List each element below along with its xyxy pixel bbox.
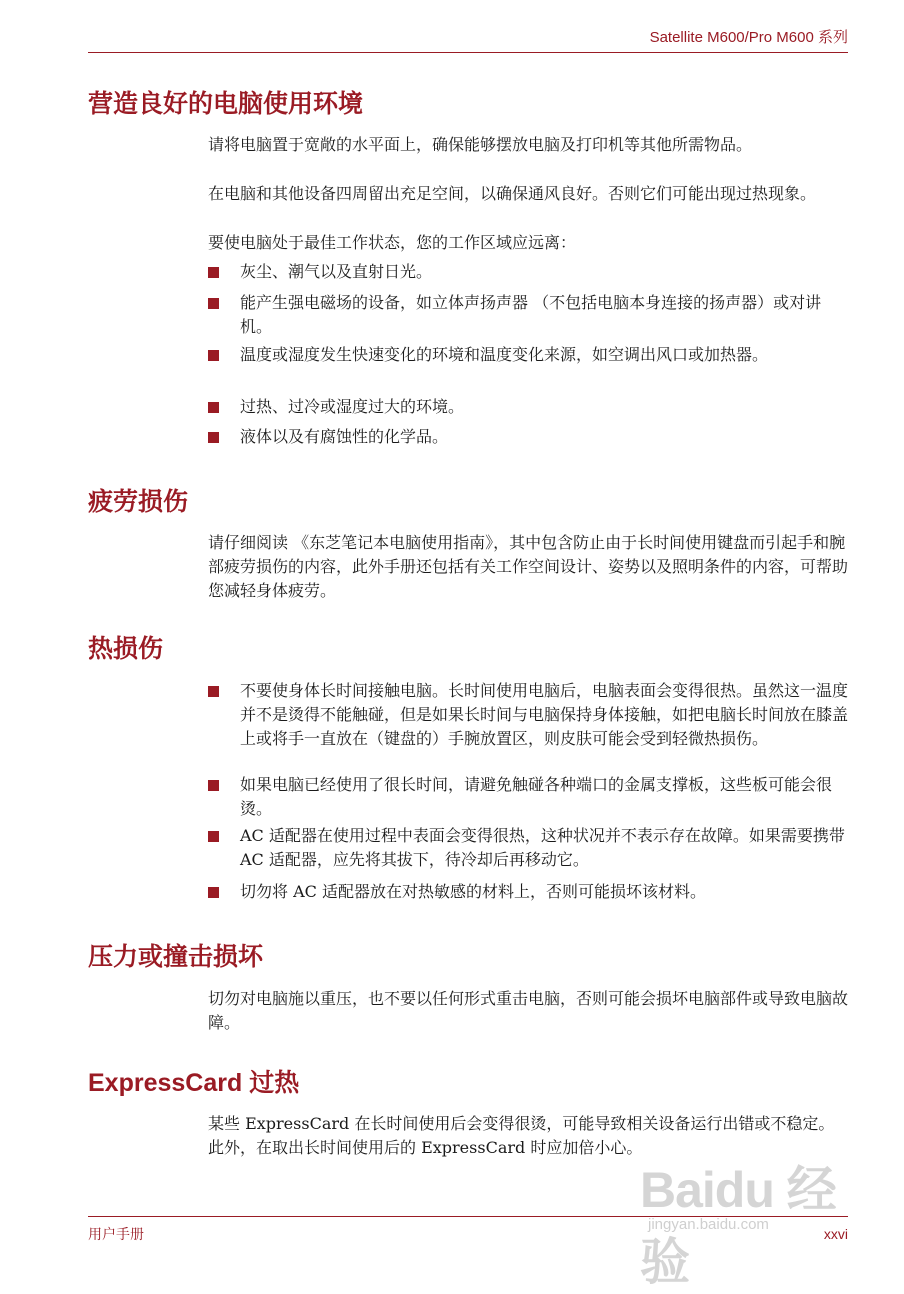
bullet-square-icon — [208, 887, 219, 898]
list-item: 温度或湿度发生快速变化的环境和温度变化来源，如空调出风口或加热器。 — [208, 343, 850, 367]
expresscard-paragraph: 某些 ExpressCard 在长时间使用后会变得很烫，可能导致相关设备运行出错或不稳定。此外，在取出长时间使用后的 ExpressCard 时应加倍小心。 — [208, 1114, 835, 1157]
watermark-brand: Baidu 经验 — [640, 1162, 836, 1290]
section-title-fatigue: 疲劳损伤 — [88, 488, 189, 516]
bullet-square-icon — [208, 432, 219, 443]
section-title-pressure: 压力或撞击损坏 — [88, 943, 264, 971]
bullet-square-icon — [208, 267, 219, 278]
fatigue-paragraph: 请仔细阅读 《东芝笔记本电脑使用指南》，其中包含防止由于长时间使用键盘而引起手和腕部疲劳损伤的内容，此外手册还包括有关工作空间设计、姿势以及照明条件的内容，可帮助您减轻身体疲劳。 — [208, 533, 849, 600]
section-title-expresscard: ExpressCard 过热 — [88, 1069, 300, 1097]
page-header — [88, 26, 848, 53]
bullet-square-icon — [208, 402, 219, 413]
list-item: 灰尘、潮气以及直射日光。 — [208, 260, 850, 284]
env-paragraph-2: 在电脑和其他设备四周留出充足空间，以确保通风良好。否则它们可能出现过热现象。 — [208, 184, 817, 203]
watermark-url: jingyan.baidu.com — [648, 1216, 769, 1233]
bullet-square-icon — [208, 350, 219, 361]
bullet-square-icon — [208, 831, 219, 842]
footer-manual-label: 用户手册 — [88, 1227, 144, 1243]
env-paragraph-3: 要使电脑处于最佳工作状态，您的工作区域应远离： — [208, 233, 577, 252]
footer-page-number: xxvi — [823, 1226, 848, 1242]
bullet-square-icon — [208, 780, 219, 791]
env-paragraph-1: 请将电脑置于宽敞的水平面上，确保能够摆放电脑及打印机等其他所需物品。 — [208, 135, 753, 154]
list-item: 如果电脑已经使用了很长时间，请避免触碰各种端口的金属支撑板，这些板可能会很烫。 — [208, 773, 850, 821]
list-item: 过热、过冷或湿度过大的环境。 — [208, 395, 850, 419]
list-item: 不要使身体长时间接触电脑。长时间使用电脑后，电脑表面会变得很热。虽然这一温度并不是烫得不能触碰，但是如果长时间与电脑保持身体接触，如把电脑长时间放在膝盖上或将手一直放在（键盘的）手腕放置区，则皮肤可能会受到轻微热损伤。 — [208, 679, 850, 751]
header-title: Satellite M600/Pro M600 系列 — [649, 29, 848, 46]
pressure-paragraph: 切勿对电脑施以重压，也不要以任何形式重击电脑，否则可能会损坏电脑部件或导致电脑故障。 — [208, 989, 849, 1032]
list-item: 切勿将 AC 适配器放在对热敏感的材料上，否则可能损坏该材料。 — [208, 880, 850, 904]
bullet-square-icon — [208, 686, 219, 697]
footer-divider — [88, 1216, 848, 1217]
section-title-environment: 营造良好的电脑使用环境 — [88, 90, 364, 118]
bullet-square-icon — [208, 298, 219, 309]
section-title-heat: 热损伤 — [88, 635, 164, 663]
list-item: AC 适配器在使用过程中表面会变得很热，这种状况并不表示存在故障。如果需要携带 AC 适配器，应先将其拔下，待冷却后再移动它。 — [208, 824, 850, 872]
list-item: 液体以及有腐蚀性的化学品。 — [208, 425, 850, 449]
list-item: 能产生强电磁场的设备，如立体声扬声器 （不包括电脑本身连接的扬声器）或对讲机。 — [208, 291, 850, 339]
